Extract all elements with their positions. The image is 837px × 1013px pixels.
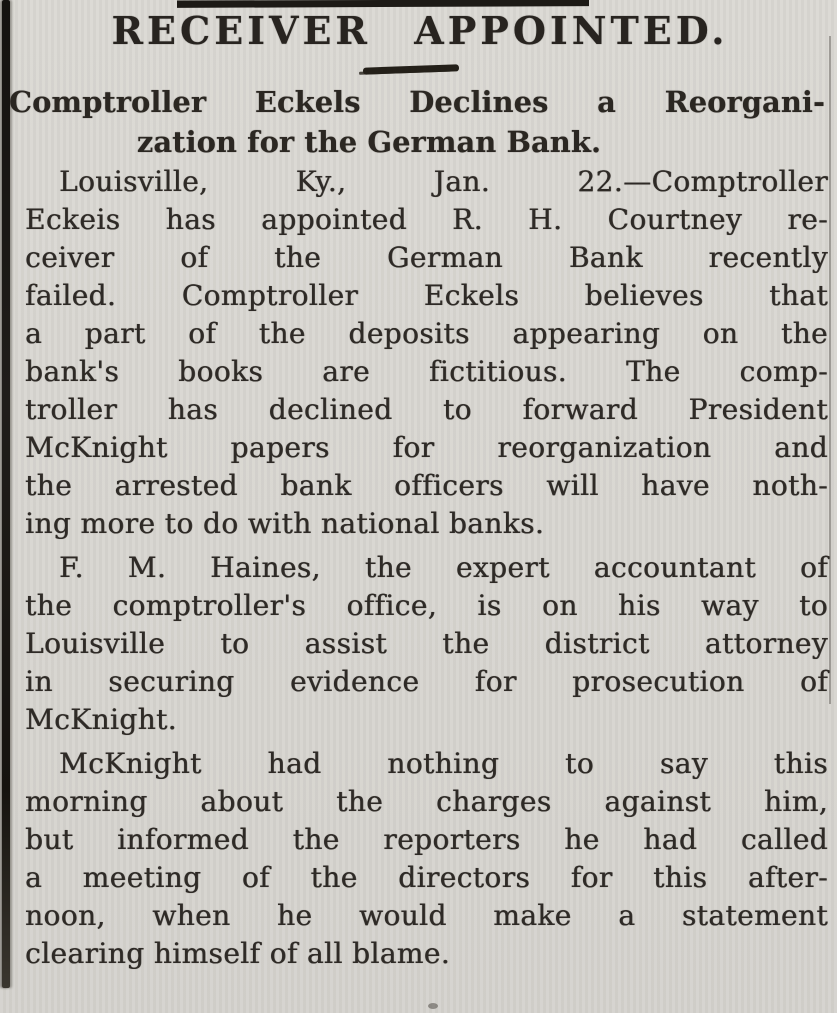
body-line: Louisville to assist the district attorney [25, 627, 828, 660]
headline: RECEIVER APPOINTED. [111, 8, 729, 53]
body-line: clearing himself of all blame. [25, 937, 451, 970]
body-line: morning about the charges against him, [25, 785, 828, 818]
article-body [25, 163, 828, 979]
body-line: F. M. Haines, the expert accountant of [59, 551, 828, 584]
paragraph-1 [25, 163, 828, 543]
body-line: ceiver of the German Bank recently [25, 241, 828, 274]
body-line: a meeting of the directors for this after- [25, 861, 828, 894]
subhead-line: zation for the German Bank. [136, 125, 602, 159]
column-rule-right [829, 36, 831, 704]
body-line: bank's books are fictitious. The comp- [25, 355, 828, 388]
body-line: noon, when he would make a statement [25, 899, 828, 932]
body-line: ing more to do with national banks. [25, 507, 545, 540]
body-line: McKnight had nothing to say this [59, 747, 828, 780]
headline-top-rule [177, 0, 589, 8]
paragraph-2 [25, 549, 828, 739]
body-line: the comptroller's office, is on his way to [25, 589, 828, 622]
body-line: but informed the reporters he had called [25, 823, 828, 856]
paragraph-3 [25, 745, 828, 973]
subheadline [9, 82, 825, 162]
ink-smudge [428, 1003, 438, 1009]
body-line: Louisville, Ky., Jan. 22.—Comptroller [59, 165, 828, 198]
body-line: the arrested bank officers will have noth- [25, 469, 828, 502]
body-line: in securing evidence for prosecution of [25, 665, 828, 698]
body-line: troller has declined to forward President [25, 393, 828, 426]
body-line: Eckeis has appointed R. H. Courtney re- [25, 203, 828, 236]
body-line: McKnight papers for reorganization and [25, 431, 828, 464]
body-line: a part of the deposits appearing on the [25, 317, 828, 350]
body-line: McKnight. [25, 703, 177, 736]
body-line: failed. Comptroller Eckels believes that [25, 279, 828, 312]
headline-divider-rule [363, 64, 459, 74]
subhead-line: Comptroller Eckels Declines a Reorgani- [9, 85, 825, 119]
